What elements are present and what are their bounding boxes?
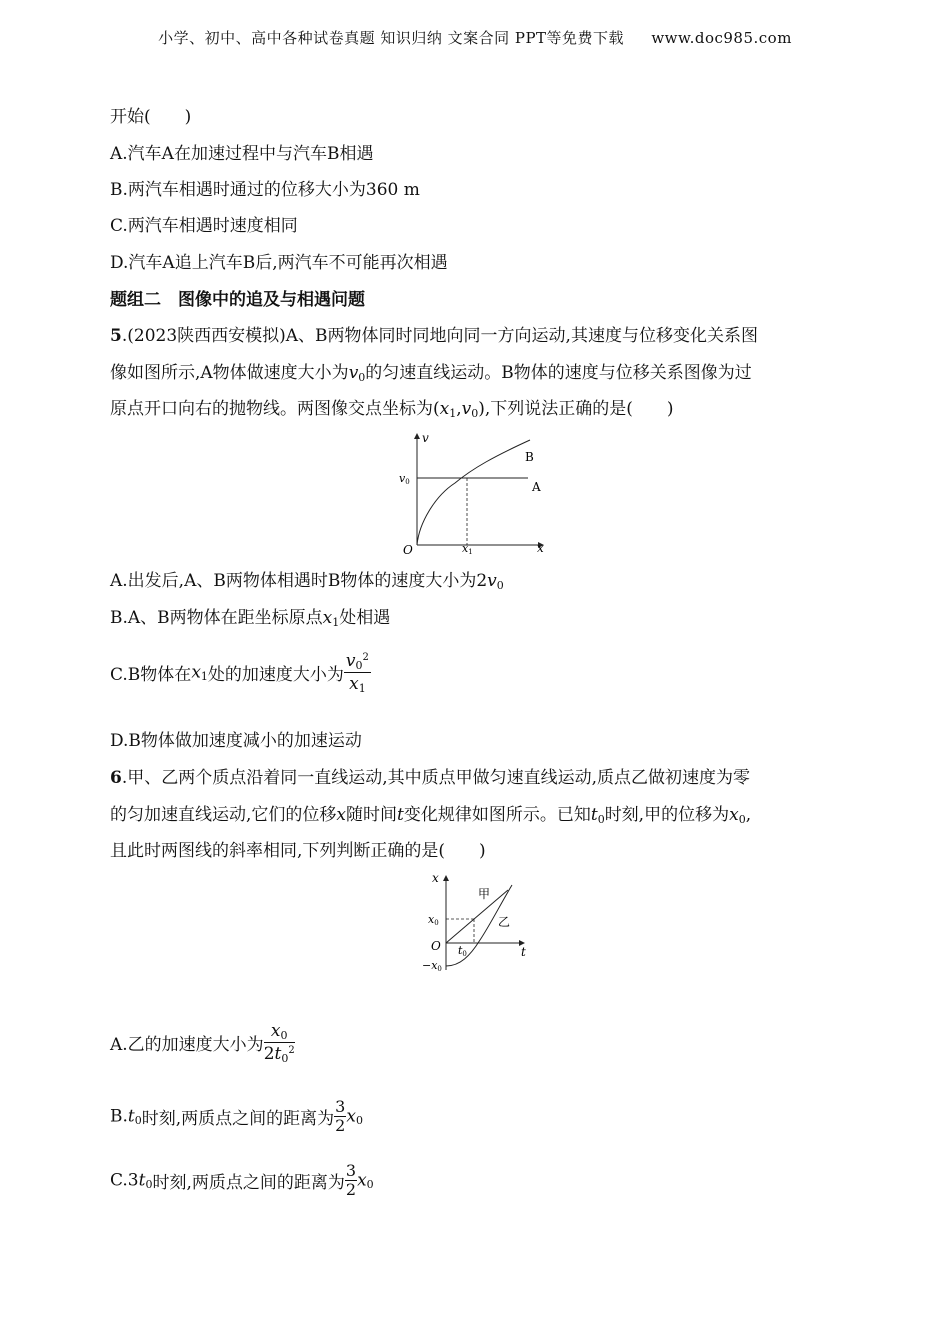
sub-1b: 1 [332,616,340,629]
q4-option-d: D.汽车A追上汽车B后,两汽车不可能再次相遇 [110,253,448,273]
frac-v0: v [345,651,356,671]
q5-label-v: v [422,431,429,445]
q4-tail: 开始( ) [110,107,192,127]
q6-label-jia: 甲 [478,887,491,901]
q5-stem-1: .(2023陕西西安模拟)A、B两物体同时同地向同一方向运动,其速度与位移变化关系图 [121,326,758,346]
frac-2c: 2 [345,1180,357,1199]
frac-sub0b: 0 [280,1029,288,1042]
q6-option-b-prefix: B. [110,1106,128,1127]
q6-stem-2d: 时刻,甲的位移为 [604,805,730,825]
q6-label-x0: x0 [428,913,439,927]
frac-sup2: 2 [362,652,369,663]
sub-0f: 0 [134,1114,142,1127]
q5-option-a [110,569,504,593]
frac-2b: 2 [335,1116,346,1135]
t0-symbol: t [590,805,598,825]
q5-number: 5 [110,326,122,346]
q5-stem-2b: 的匀速直线运动。B物体的速度与位移关系图像为过 [365,363,752,383]
q5-curve-b [417,440,530,545]
q5-option-b [110,606,390,630]
q6-number: 6 [110,768,122,788]
comma: , [456,399,462,419]
q5-label-v0: v0 [399,472,410,486]
q6-x-t-graph [420,870,535,976]
q6-option-c [110,1162,374,1199]
sub-0g: 0 [355,1114,363,1127]
frac-3b: 3 [345,1161,357,1180]
v0-symbol: v [348,363,359,383]
q6-label-t: t [521,945,526,959]
frac-sub0: 0 [355,659,363,672]
q6-label-t0: t0 [458,944,467,958]
t-symbol: t [397,805,404,825]
comma-2: , [745,805,752,825]
x1-symbol-2: x [322,608,333,628]
v0-symbol-3: v [487,571,497,591]
q6-label-neg-x0: −x0 [422,959,442,973]
q5-stem-2a: 像如图所示,A物体做速度大小为 [110,363,349,383]
q5-option-c [110,650,371,695]
t0-symbol-2: t [127,1106,135,1127]
t0-symbol-3: t [138,1170,146,1191]
q6-option-c-text: 时刻,两质点之间的距离为 [152,1173,345,1193]
q5-stem-3a: 原点开口向右的抛物线。两图像交点坐标为( [110,399,440,419]
q6-label-o: O [431,939,441,953]
frac-sub1: 1 [358,682,366,695]
x1-symbol: x [439,399,450,419]
frac-3: 3 [335,1097,346,1116]
q5-option-d: D.B物体做加速度减小的加速运动 [110,731,362,751]
q6-option-a-fraction [264,1020,295,1065]
q6-line3: 且此时两图线的斜率相同,下列判断正确的是( ) [110,841,486,861]
q6-label-yi: 乙 [498,915,511,929]
q4-option-a: A.汽车A在加速过程中与汽车B相遇 [110,144,374,164]
frac-2: 2 [263,1044,275,1064]
q6-option-a [110,1020,295,1065]
sub-0e: 0 [738,813,746,826]
q6-option-c-prefix: C.3 [110,1170,139,1191]
x1-symbol-3: x [191,662,201,683]
q5-option-c-mid: 处的加速度大小为 [207,665,344,685]
frac-sub0c: 0 [281,1052,289,1065]
q4-option-c: C.两汽车相遇时速度相同 [110,216,298,236]
q6-option-b [110,1098,363,1135]
frac-x0: x [270,1021,281,1041]
q6-stem-2b: 随时间 [346,805,397,825]
q6-stem-2c: 变化规律如图所示。已知 [403,805,591,825]
sub-0c: 0 [496,579,504,592]
sub-0: 0 [358,371,366,384]
q6-stem-2a: 的匀加速直线运动,它们的位移 [110,805,337,825]
q5-option-c-fraction [344,650,371,695]
q6-option-a-text: A.乙的加速度大小为 [110,1035,264,1055]
sub-1: 1 [449,407,457,420]
sub-0h: 0 [145,1178,153,1191]
header-text: 小学、初中、高中各种试卷真题 知识归纳 文案合同 PPT等免费下载 [158,29,625,47]
q5-stem-3b: ),下列说法正确的是( ) [478,399,674,419]
header-url[interactable]: www.doc985.com [651,29,792,47]
q6-line1 [110,766,750,790]
q5-label-b: B [525,450,534,464]
q6-stem-1: .甲、乙两个质点沿着同一直线运动,其中质点甲做匀速直线运动,质点乙做初速度为零 [121,768,751,788]
q5-option-c-text: C.B物体在 [110,665,192,685]
section-title: 题组二 图像中的追及与相遇问题 [110,290,365,310]
sub-0i: 0 [366,1178,374,1191]
q6-label-x: x [432,871,439,885]
q5-v-x-graph [395,428,555,556]
q5-option-a-text: A.出发后,A、B两物体相遇时B物体的速度大小为2 [110,571,488,591]
frac-x1: x [349,674,359,694]
q6-option-b-text: 时刻,两质点之间的距离为 [141,1109,335,1129]
q6-option-c-fraction [345,1162,357,1199]
q5-label-x: x [537,541,544,555]
q5-option-b-text: B.A、B两物体在距坐标原点 [110,608,323,628]
frac-sup2b: 2 [288,1045,295,1056]
q4-option-b: B.两汽车相遇时通过的位移大小为360 m [110,180,420,200]
sub-0d: 0 [597,813,605,826]
x0-symbol: x [729,805,739,825]
q5-label-x1: x1 [462,542,473,556]
x0-symbol-3: x [357,1170,367,1191]
x-symbol: x [336,805,346,825]
sub-0b: 0 [471,407,479,420]
q6-line2 [110,803,751,827]
q5-label-a: A [532,480,541,494]
q5-option-b-tail: 处相遇 [339,608,391,628]
q5-line1 [110,324,758,348]
frac-t0: t [274,1044,282,1064]
q5-line2 [110,361,752,385]
page-header [0,27,950,48]
q5-label-o: O [403,543,413,556]
q6-option-b-fraction [334,1098,346,1135]
sub-1c: 1 [200,670,208,683]
v0-symbol-2: v [461,399,472,419]
q5-line3 [110,397,674,421]
x0-symbol-2: x [346,1106,356,1127]
